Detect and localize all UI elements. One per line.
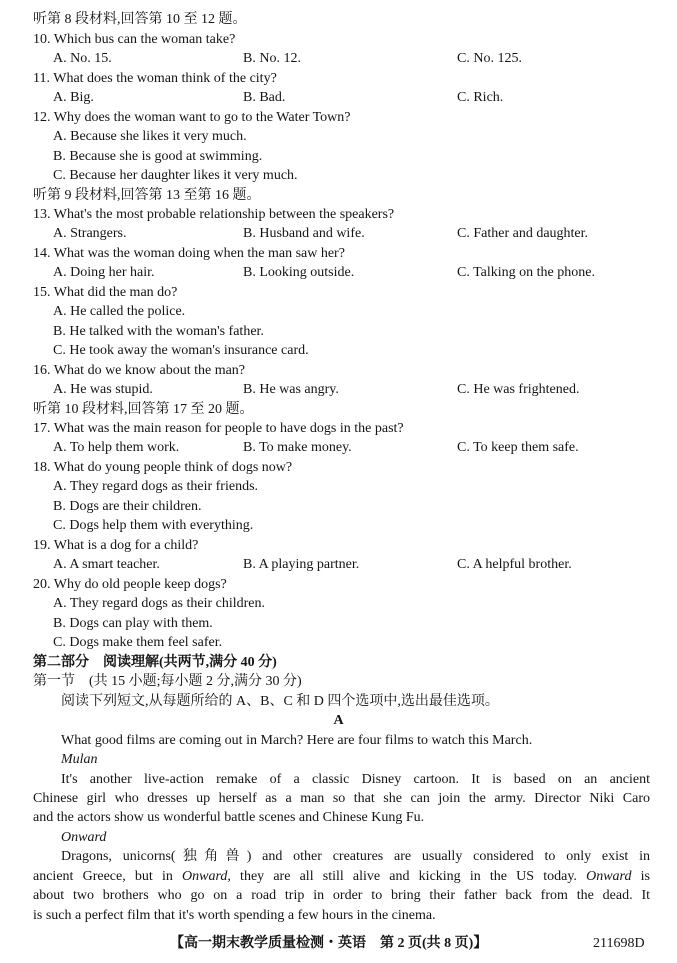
question-options <box>0 380 677 400</box>
q11-option-b: B. Bad. <box>243 90 286 105</box>
onward-text-line-2a: ancient Greece, but in <box>33 869 182 884</box>
passage-a-label: A <box>333 713 344 728</box>
question-stem <box>0 244 677 264</box>
q14-stem: 14. What was the woman doing when the man saw her? <box>33 246 345 261</box>
page-footer <box>0 935 677 953</box>
paragraph-line <box>61 847 650 867</box>
part-two-title: 第二部分 阅读理解(共两节,满分 40 分) <box>33 655 277 670</box>
paragraph-line <box>0 731 677 751</box>
q16-stem: 16. What do we know about the man? <box>33 363 246 378</box>
section-heading <box>0 400 677 420</box>
question-stem <box>0 30 677 50</box>
mulan-text-line-1: It's another live-action remake of a classic Disney cartoon. It is based on an ancient <box>61 772 650 787</box>
q13-option-a: A. Strangers. <box>53 226 127 241</box>
question-option <box>0 147 677 167</box>
q17-option-b: B. To make money. <box>243 440 352 455</box>
q12-option-b: B. Because she is good at swimming. <box>53 149 263 164</box>
q20-option-a: A. They regard dogs as their children. <box>53 596 266 611</box>
question-option <box>0 322 677 342</box>
reading-instruction: 阅读下列短文,从每题所给的 A、B、C 和 D 四个选项中,选出最佳选项。 <box>61 694 499 709</box>
onward-text-line-2c: is <box>631 869 650 884</box>
section-one-title: 第一节 (共 15 小题;每小题 2 分,满分 30 分) <box>33 674 302 689</box>
section-heading <box>0 10 677 30</box>
q14-option-b: B. Looking outside. <box>243 265 355 280</box>
q18-stem: 18. What do young people think of dogs now? <box>33 460 293 475</box>
q16-option-b: B. He was angry. <box>243 382 339 397</box>
film-title-line <box>0 828 677 848</box>
passage-label <box>0 711 677 731</box>
question-option <box>0 166 677 186</box>
paragraph-line <box>33 867 650 887</box>
q20-option-c: C. Dogs make them feel safer. <box>53 635 223 650</box>
q16-option-a: A. He was stupid. <box>53 382 153 397</box>
q13-stem: 13. What's the most probable relationship between the speakers? <box>33 207 395 222</box>
part-heading <box>0 653 677 673</box>
q11-stem: 11. What does the woman think of the city? <box>33 71 277 86</box>
question-options <box>0 224 677 244</box>
question-option <box>0 127 677 147</box>
q12-stem: 12. Why does the woman want to go to the Water Town? <box>33 110 351 125</box>
film-title-line <box>0 750 677 770</box>
question-options <box>0 88 677 108</box>
onward-italic-title: Onward <box>182 869 228 884</box>
question-option <box>0 614 677 634</box>
q11-option-c: C. Rich. <box>457 90 504 105</box>
q19-option-c: C. A helpful brother. <box>457 557 572 572</box>
question-stem <box>0 575 677 595</box>
question-stem <box>0 69 677 89</box>
film-title-onward: Onward <box>61 830 107 845</box>
paragraph-line <box>33 886 650 906</box>
mulan-text-line-3: and the actors show us wonderful battle scenes and Chinese Kung Fu. <box>33 810 425 825</box>
paragraph-line <box>0 906 677 926</box>
q17-stem: 17. What was the main reason for people to have dogs in the past? <box>33 421 404 436</box>
paragraph-line <box>33 789 650 809</box>
q19-option-b: B. A playing partner. <box>243 557 360 572</box>
question-stem <box>0 361 677 381</box>
q20-option-b: B. Dogs can play with them. <box>53 616 213 631</box>
q14-option-a: A. Doing her hair. <box>53 265 155 280</box>
question-option <box>0 341 677 361</box>
q18-option-a: A. They regard dogs as their friends. <box>53 479 259 494</box>
film-title-mulan: Mulan <box>61 752 98 767</box>
section-heading <box>0 672 677 692</box>
q17-option-a: A. To help them work. <box>53 440 180 455</box>
q13-option-c: C. Father and daughter. <box>457 226 589 241</box>
onward-text-line-2b: , they are all still alive and kicking in the US today. <box>227 869 587 884</box>
onward-italic-title-2: Onward <box>586 869 632 884</box>
question-stem <box>0 536 677 556</box>
q15-option-a: A. He called the police. <box>53 304 186 319</box>
passage-intro: What good films are coming out in March? Here are four films to watch this March. <box>61 733 533 748</box>
question-stem <box>0 108 677 128</box>
q10-option-b: B. No. 12. <box>243 51 301 66</box>
section-heading <box>0 186 677 206</box>
q10-option-a: A. No. 15. <box>53 51 112 66</box>
q18-option-c: C. Dogs help them with everything. <box>53 518 254 533</box>
paragraph-line <box>0 808 677 828</box>
question-option <box>0 477 677 497</box>
q18-option-b: B. Dogs are their children. <box>53 499 202 514</box>
onward-text-line-3: about two brothers who go on a road trip in order to bring their father back from the dead. It <box>33 888 650 903</box>
section-9-title: 听第 9 段材料,回答第 13 至第 16 题。 <box>33 188 261 203</box>
q11-option-a: A. Big. <box>53 90 94 105</box>
section-8-title: 听第 8 段材料,回答第 10 至 12 题。 <box>33 12 247 27</box>
q13-option-b: B. Husband and wife. <box>243 226 365 241</box>
question-options <box>0 555 677 575</box>
question-stem <box>0 283 677 303</box>
q10-stem: 10. Which bus can the woman take? <box>33 32 236 47</box>
q19-stem: 19. What is a dog for a child? <box>33 538 199 553</box>
mulan-text-line-2: Chinese girl who dresses up herself as a man so that she can join the army. Director Niki Caro <box>33 791 650 806</box>
question-option <box>0 302 677 322</box>
question-option <box>0 633 677 653</box>
footer-code: 211698D <box>593 936 645 951</box>
q15-option-c: C. He took away the woman's insurance card. <box>53 343 309 358</box>
question-option <box>0 594 677 614</box>
q12-option-c: C. Because her daughter likes it very much. <box>53 168 298 183</box>
instruction-line <box>0 692 677 712</box>
question-options <box>0 49 677 69</box>
q10-option-c: C. No. 125. <box>457 51 522 66</box>
q15-option-b: B. He talked with the woman's father. <box>53 324 264 339</box>
question-stem <box>0 205 677 225</box>
question-option <box>0 497 677 517</box>
section-10-title: 听第 10 段材料,回答第 17 至 20 题。 <box>33 402 254 417</box>
onward-text-line-1: Dragons, unicorns(独角兽) and other creatures are usually considered to only exist in <box>61 849 650 864</box>
question-stem <box>0 419 677 439</box>
paragraph-line <box>61 770 650 790</box>
q19-option-a: A. A smart teacher. <box>53 557 160 572</box>
q14-option-c: C. Talking on the phone. <box>457 265 595 280</box>
q17-option-c: C. To keep them safe. <box>457 440 579 455</box>
q16-option-c: C. He was frightened. <box>457 382 580 397</box>
question-option <box>0 516 677 536</box>
onward-text-line-4: is such a perfect film that it's worth spending a few hours in the cinema. <box>33 908 436 923</box>
question-options <box>0 263 677 283</box>
q20-stem: 20. Why do old people keep dogs? <box>33 577 227 592</box>
question-options <box>0 438 677 458</box>
question-stem <box>0 458 677 478</box>
q15-stem: 15. What did the man do? <box>33 285 178 300</box>
footer-title: 【高一期末教学质量检测・英语 第 2 页(共 8 页)】 <box>170 936 488 951</box>
q12-option-a: A. Because she likes it very much. <box>53 129 247 144</box>
